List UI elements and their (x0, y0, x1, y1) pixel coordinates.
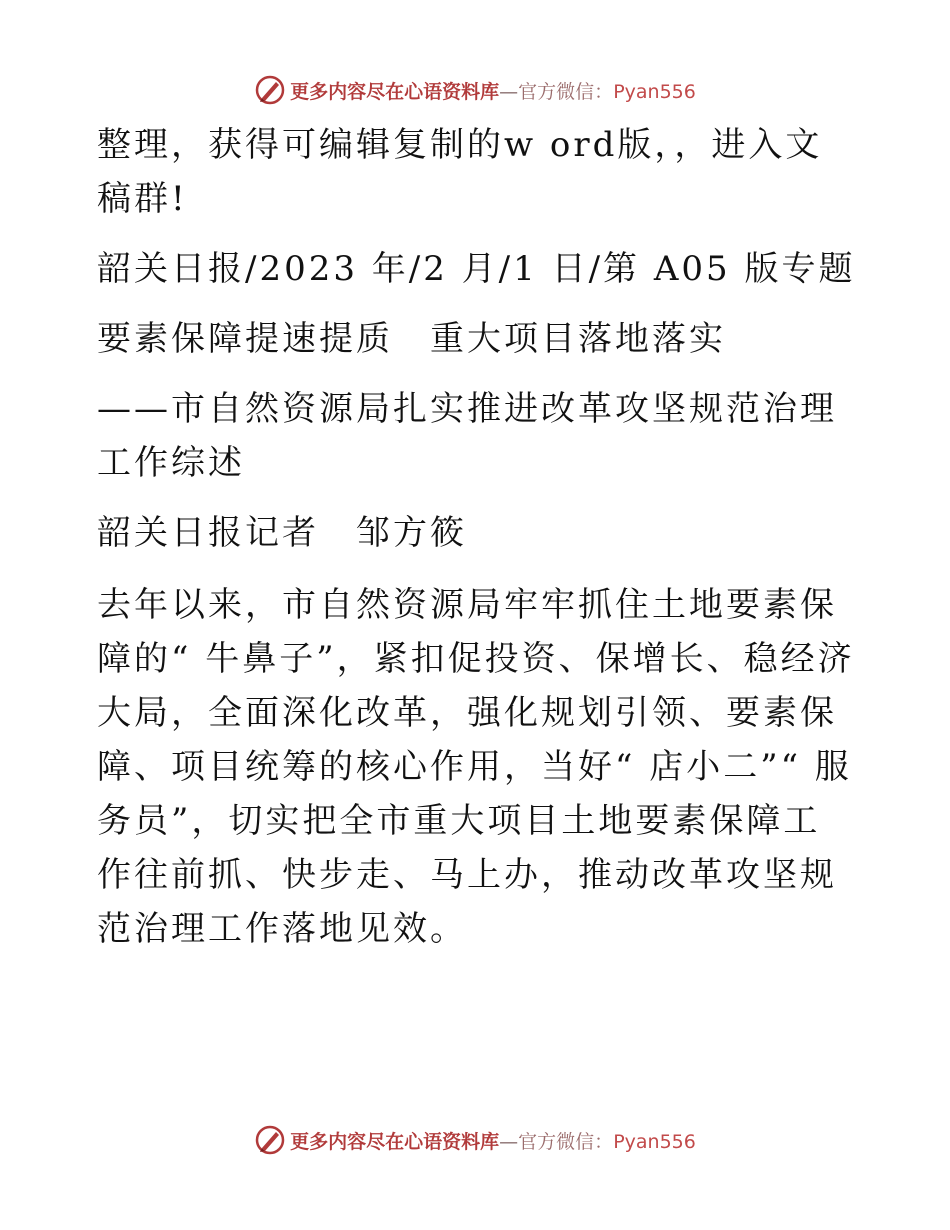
byline: 韶关日报记者 邹方筱 (97, 513, 467, 553)
footer-brand: 更多内容尽在心语资料库 (290, 1130, 500, 1153)
subheadline: ——市自然资源局扎实推进改革攻坚规范治理工作综述 (97, 389, 837, 483)
header-banner (0, 70, 950, 110)
header-separator: — (499, 80, 519, 103)
pen-logo-icon (254, 1124, 286, 1156)
header-brand: 更多内容尽在心语资料库 (290, 80, 500, 103)
body-paragraph: 去年以来，市自然资源局牢牢抓住土地要素保障的“ 牛鼻子”，紧扣促投资、保增长、稳经济大局，全面深化改革，强化规划引领、要素保障、项目统筹的核心作用，当好“ 店小二”“ 服务员”，切实把全市重大项目土地要素保障工作往前抓、快步走、马上办，推动改革攻坚规范治理工作落地见效。 (97, 585, 855, 949)
footer-wechat-id: Pyan556 (613, 1130, 696, 1153)
source-line: 韶关日报/2023 年/2 月/1 日/第 A05 版专题 (97, 249, 856, 289)
footer-separator: — (499, 1130, 519, 1153)
pen-logo-icon (254, 74, 286, 106)
header-banner-text (290, 77, 696, 104)
header-wechat-id: Pyan556 (613, 80, 696, 103)
headline: 要素保障提速提质 重大项目落地落实 (97, 319, 726, 359)
document-body (97, 118, 857, 956)
footer-wechat-label: 官方微信： (518, 1130, 614, 1153)
footer-banner-text (290, 1127, 696, 1154)
footer-banner (0, 1120, 950, 1160)
intro-line: 整理，获得可编辑复制的w ord版，，进入文稿群! (97, 125, 823, 219)
header-wechat-label: 官方微信： (518, 80, 614, 103)
